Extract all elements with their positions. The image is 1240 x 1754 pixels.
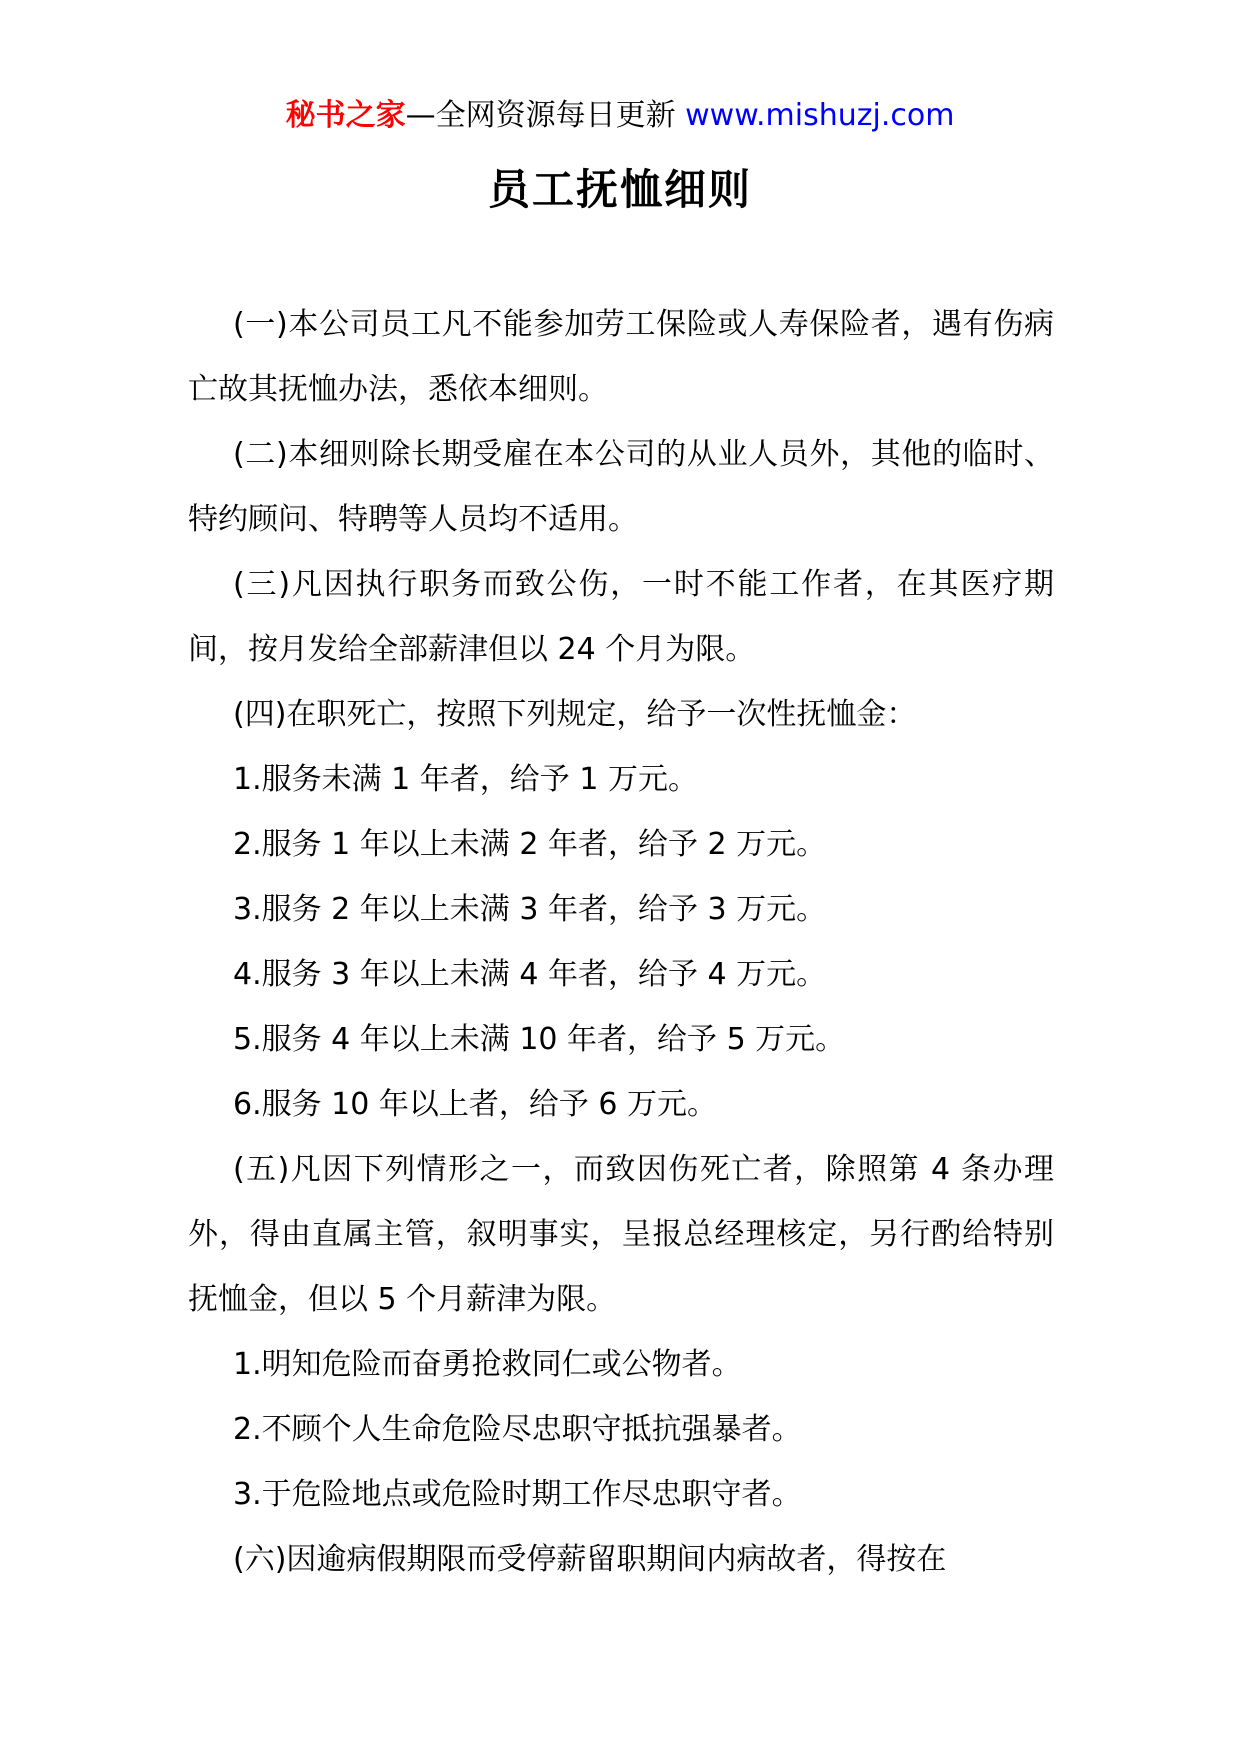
list-item-5-3: 3.于危险地点或危险时期工作尽忠职守者。 (233, 1477, 802, 1512)
paragraph-1: (一)本公司员工凡不能参加劳工保险或人寿保险者，遇有伤病亡故其抚恤办法，悉依本细则。 (188, 307, 1054, 407)
paragraph-4: (四)在职死亡，按照下列规定，给予一次性抚恤金： (233, 697, 917, 732)
list-item-5-2: 2.不顾个人生命危险尽忠职守抵抗强暴者。 (233, 1412, 802, 1447)
paragraph-3: (三)凡因执行职务而致公伤，一时不能工作者，在其医疗期间，按月发给全部薪津但以 24 个月为限。 (188, 567, 1054, 667)
list-item-5-1: 1.明知危险而奋勇抢救同仁或公物者。 (233, 1347, 742, 1382)
list-item-4-1: 1.服务未满 1 年者，给予 1 万元。 (233, 762, 698, 797)
list-item-4-3: 3.服务 2 年以上未满 3 年者，给予 3 万元。 (233, 892, 827, 927)
paragraph-2: (二)本细则除长期受雇在本公司的从业人员外，其他的临时、特约顾问、特聘等人员均不适用。 (188, 437, 1054, 537)
list-item-4-4: 4.服务 3 年以上未满 4 年者，给予 4 万元。 (233, 957, 827, 992)
site-url-link[interactable]: www.mishuzj.com (685, 98, 955, 133)
list-item-4-6: 6.服务 10 年以上者，给予 6 万元。 (233, 1087, 718, 1122)
document-title: 员工抚恤细则 (487, 165, 752, 214)
site-header (0, 96, 1240, 136)
paragraph-5: (五)凡因下列情形之一，而致因伤死亡者，除照第 4 条办理外，得由直属主管，叙明事实，呈报总经理核定，另行酌给特别抚恤金，但以 5 个月薪津为限。 (188, 1152, 1054, 1317)
document-body (188, 292, 1054, 1592)
site-brand: 秘书之家 (285, 98, 406, 133)
site-tagline: —全网资源每日更新 (405, 98, 676, 133)
list-item-4-2: 2.服务 1 年以上未满 2 年者，给予 2 万元。 (233, 827, 827, 862)
list-item-4-5: 5.服务 4 年以上未满 10 年者，给予 5 万元。 (233, 1022, 846, 1057)
paragraph-6: (六)因逾病假期限而受停薪留职期间内病故者，得按在 (233, 1542, 947, 1577)
